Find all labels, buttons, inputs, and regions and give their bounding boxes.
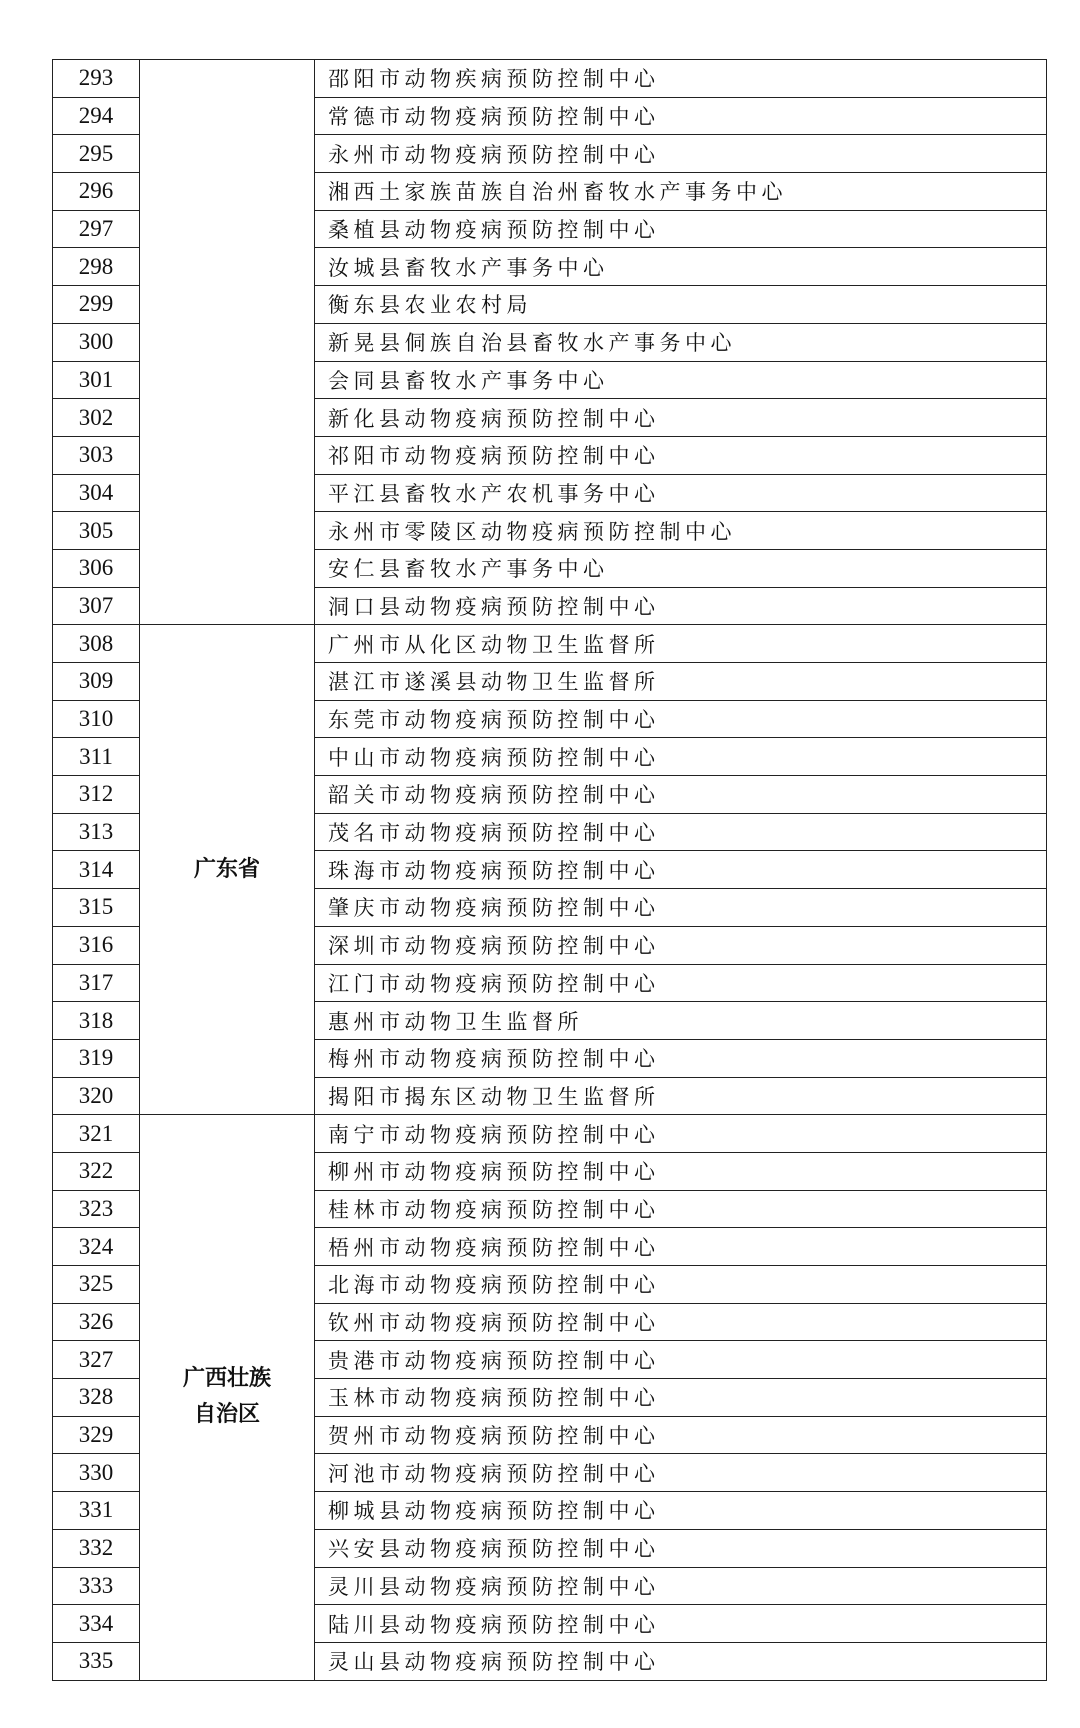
row-number-cell: 301 [53, 361, 140, 399]
institution-name-cell: 钦州市动物疫病预防控制中心 [315, 1303, 1047, 1341]
institution-name-cell: 新化县动物疫病预防控制中心 [315, 399, 1047, 437]
institution-name-cell: 衡东县农业农村局 [315, 286, 1047, 324]
institution-name-cell: 邵阳市动物疾病预防控制中心 [315, 60, 1047, 98]
institution-name-cell: 珠海市动物疫病预防控制中心 [315, 851, 1047, 889]
institution-name-cell: 灵山县动物疫病预防控制中心 [315, 1642, 1047, 1680]
institution-name-cell: 惠州市动物卫生监督所 [315, 1002, 1047, 1040]
province-name-line: 广东省 [193, 856, 260, 882]
province-name-line: 自治区 [193, 1402, 260, 1428]
institution-name-cell: 柳州市动物疫病预防控制中心 [315, 1152, 1047, 1190]
institution-name-cell: 湛江市遂溪县动物卫生监督所 [315, 663, 1047, 701]
row-number-cell: 310 [53, 700, 140, 738]
row-number-cell: 314 [53, 851, 140, 889]
row-number-cell: 332 [53, 1529, 140, 1567]
row-number-cell: 296 [53, 173, 140, 211]
institution-name-cell: 南宁市动物疫病预防控制中心 [315, 1115, 1047, 1153]
institution-name-cell: 桂林市动物疫病预防控制中心 [315, 1190, 1047, 1228]
institution-name-cell: 永州市动物疫病预防控制中心 [315, 135, 1047, 173]
institution-name-cell: 梅州市动物疫病预防控制中心 [315, 1039, 1047, 1077]
row-number-cell: 312 [53, 776, 140, 814]
institution-name-cell: 梧州市动物疫病预防控制中心 [315, 1228, 1047, 1266]
institution-name-cell: 安仁县畜牧水产事务中心 [315, 549, 1047, 587]
institution-name-cell: 北海市动物疫病预防控制中心 [315, 1266, 1047, 1304]
row-number-cell: 325 [53, 1266, 140, 1304]
institution-name-cell: 贺州市动物疫病预防控制中心 [315, 1416, 1047, 1454]
row-number-cell: 320 [53, 1077, 140, 1115]
institution-name-cell: 揭阳市揭东区动物卫生监督所 [315, 1077, 1047, 1115]
institution-name-cell: 玉林市动物疫病预防控制中心 [315, 1379, 1047, 1417]
institution-table [52, 59, 1047, 1681]
row-number-cell: 315 [53, 889, 140, 927]
row-number-cell: 299 [53, 286, 140, 324]
institution-name-cell: 永州市零陵区动物疫病预防控制中心 [315, 512, 1047, 550]
row-number-cell: 308 [53, 625, 140, 663]
row-number-cell: 329 [53, 1416, 140, 1454]
row-number-cell: 317 [53, 964, 140, 1002]
row-number-cell: 321 [53, 1115, 140, 1153]
row-number-cell: 326 [53, 1303, 140, 1341]
row-number-cell: 298 [53, 248, 140, 286]
table-row [53, 60, 1047, 98]
province-cell [140, 625, 315, 1115]
institution-name-cell: 桑植县动物疫病预防控制中心 [315, 210, 1047, 248]
row-number-cell: 327 [53, 1341, 140, 1379]
row-number-cell: 306 [53, 549, 140, 587]
province-cell [140, 1115, 315, 1680]
institution-name-cell: 贵港市动物疫病预防控制中心 [315, 1341, 1047, 1379]
institution-name-cell: 湘西土家族苗族自治州畜牧水产事务中心 [315, 173, 1047, 211]
row-number-cell: 324 [53, 1228, 140, 1266]
institution-name-cell: 常德市动物疫病预防控制中心 [315, 97, 1047, 135]
table-row [53, 1115, 1047, 1153]
row-number-cell: 293 [53, 60, 140, 98]
institution-name-cell: 祁阳市动物疫病预防控制中心 [315, 436, 1047, 474]
row-number-cell: 297 [53, 210, 140, 248]
institution-name-cell: 韶关市动物疫病预防控制中心 [315, 776, 1047, 814]
institution-name-cell: 陆川县动物疫病预防控制中心 [315, 1605, 1047, 1643]
row-number-cell: 300 [53, 323, 140, 361]
row-number-cell: 323 [53, 1190, 140, 1228]
institution-name-cell: 洞口县动物疫病预防控制中心 [315, 587, 1047, 625]
institution-name-cell: 柳城县动物疫病预防控制中心 [315, 1492, 1047, 1530]
row-number-cell: 307 [53, 587, 140, 625]
institution-name-cell: 汝城县畜牧水产事务中心 [315, 248, 1047, 286]
row-number-cell: 313 [53, 813, 140, 851]
row-number-cell: 303 [53, 436, 140, 474]
row-number-cell: 319 [53, 1039, 140, 1077]
institution-name-cell: 会同县畜牧水产事务中心 [315, 361, 1047, 399]
institution-name-cell: 东莞市动物疫病预防控制中心 [315, 700, 1047, 738]
row-number-cell: 304 [53, 474, 140, 512]
row-number-cell: 295 [53, 135, 140, 173]
institution-name-cell: 江门市动物疫病预防控制中心 [315, 964, 1047, 1002]
institution-name-cell: 河池市动物疫病预防控制中心 [315, 1454, 1047, 1492]
institution-name-cell: 中山市动物疫病预防控制中心 [315, 738, 1047, 776]
row-number-cell: 316 [53, 926, 140, 964]
row-number-cell: 318 [53, 1002, 140, 1040]
institution-name-cell: 新晃县侗族自治县畜牧水产事务中心 [315, 323, 1047, 361]
institution-name-cell: 平江县畜牧水产农机事务中心 [315, 474, 1047, 512]
row-number-cell: 331 [53, 1492, 140, 1530]
table-body [53, 60, 1047, 1681]
row-number-cell: 322 [53, 1152, 140, 1190]
row-number-cell: 311 [53, 738, 140, 776]
row-number-cell: 302 [53, 399, 140, 437]
row-number-cell: 330 [53, 1454, 140, 1492]
institution-name-cell: 广州市从化区动物卫生监督所 [315, 625, 1047, 663]
row-number-cell: 309 [53, 663, 140, 701]
institution-name-cell: 灵川县动物疫病预防控制中心 [315, 1567, 1047, 1605]
institution-name-cell: 肇庆市动物疫病预防控制中心 [315, 889, 1047, 927]
table-row [53, 625, 1047, 663]
institution-name-cell: 深圳市动物疫病预防控制中心 [315, 926, 1047, 964]
institution-name-cell: 茂名市动物疫病预防控制中心 [315, 813, 1047, 851]
row-number-cell: 305 [53, 512, 140, 550]
province-cell [140, 60, 315, 625]
row-number-cell: 335 [53, 1642, 140, 1680]
row-number-cell: 334 [53, 1605, 140, 1643]
institution-name-cell: 兴安县动物疫病预防控制中心 [315, 1529, 1047, 1567]
row-number-cell: 333 [53, 1567, 140, 1605]
row-number-cell: 294 [53, 97, 140, 135]
province-name-line: 广西壮族 [182, 1366, 271, 1392]
row-number-cell: 328 [53, 1379, 140, 1417]
